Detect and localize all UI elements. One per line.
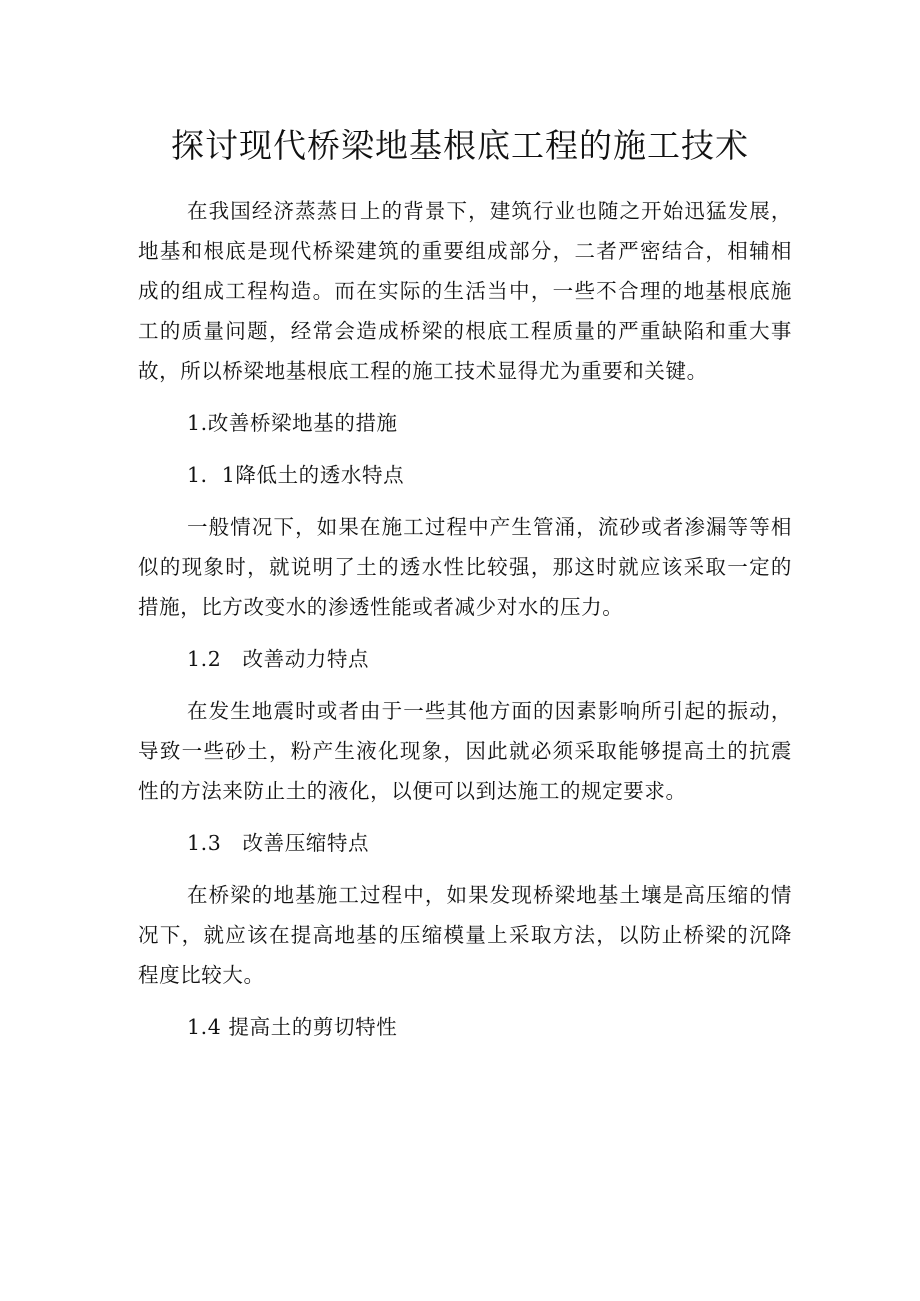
section-1-1-heading: 1．1降低土的透水特点 [187, 463, 405, 487]
section-1-2-paragraph: 在发生地震时或者由于一些其他方面的因素影响所引起的振动，导致一些砂土，粉产生液化现象，因此就必须采取能够提高土的抗震性的方法来防止土的液化，以便可以到达施工的规定要求。 [138, 699, 792, 803]
section-1-4-heading: 1.4 提高土的剪切特性 [187, 1015, 398, 1039]
document-title: 探讨现代桥梁地基根底工程的施工技术 [171, 126, 749, 165]
section-1-1-paragraph: 一般情况下，如果在施工过程中产生管涌，流砂或者渗漏等等相似的现象时，就说明了土的透水性比较强，那这时就应该采取一定的措施，比方改变水的渗透性能或者减少对水的压力。 [138, 515, 792, 619]
document-body [138, 191, 792, 1059]
section-1-2-heading: 1.2 改善动力特点 [187, 647, 370, 671]
intro-paragraph: 在我国经济蒸蒸日上的背景下，建筑行业也随之开始迅猛发展，地基和根底是现代桥梁建筑的重要组成部分，二者严密结合，相辅相成的组成工程构造。而在实际的生活当中，一些不合理的地基根底施工的质量问题，经常会造成桥梁的根底工程质量的严重缺陷和重大事故，所以桥梁地基根底工程的施工技术显得尤为重要和关键。 [138, 199, 792, 383]
section-1-heading: 1.改善桥梁地基的措施 [187, 411, 398, 435]
section-1-3-heading: 1.3 改善压缩特点 [187, 831, 370, 855]
section-1-3-paragraph: 在桥梁的地基施工过程中，如果发现桥梁地基土壤是高压缩的情况下，就应该在提高地基的压缩模量上采取方法，以防止桥梁的沉降程度比较大。 [138, 883, 792, 987]
